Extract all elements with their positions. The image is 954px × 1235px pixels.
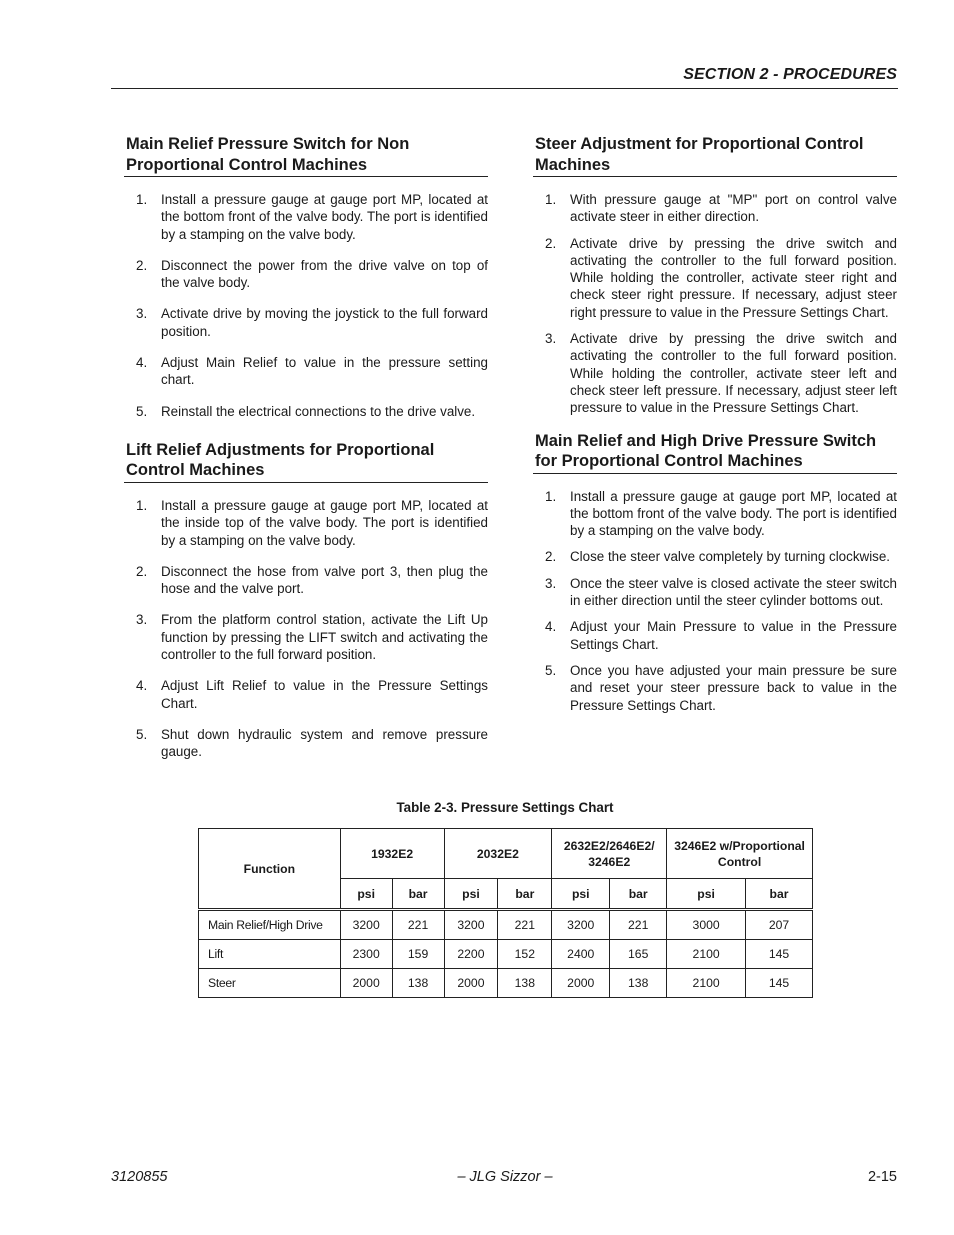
- value-cell: 2300: [340, 940, 392, 969]
- value-cell: 2200: [444, 940, 498, 969]
- heading-line: Machines: [535, 155, 611, 174]
- heading-line: Control Machines: [126, 461, 265, 480]
- heading-line: for Proportional Control Machines: [535, 452, 803, 471]
- table-caption: Table 2-3. Pressure Settings Chart: [396, 800, 614, 815]
- unit-header: psi: [667, 879, 746, 909]
- unit-header: bar: [610, 879, 667, 909]
- header-rule: [111, 88, 898, 89]
- table-row: [199, 911, 813, 940]
- step-item: 3. Once the steer valve is closed activate the steer switch in either direction until the steer cylinder bottoms out.: [545, 575, 897, 609]
- table-row: [199, 940, 813, 969]
- function-cell: Main Relief/High Drive: [199, 911, 341, 940]
- step-item: 2. Close the steer valve completely by turning clockwise.: [545, 549, 891, 565]
- value-cell: 221: [392, 911, 444, 940]
- doc-number: 3120855: [111, 1169, 168, 1185]
- footer-title: – JLG Sizzor –: [457, 1169, 553, 1185]
- model-header: 2032E2: [444, 829, 552, 879]
- heading-line: Main Relief and High Drive Pressure Switch: [535, 431, 877, 450]
- model-header: 2632E2/2646E2/ 3246E2: [552, 829, 667, 879]
- step-list: [533, 191, 897, 417]
- unit-header: bar: [746, 879, 813, 909]
- heading-line: Steer Adjustment for Proportional Control: [535, 135, 864, 153]
- model-header: 1932E2: [340, 829, 444, 879]
- step-item: 3. Activate drive by pressing the drive switch and activating the controller to the full forward position. While holding the controller, activate steer left and check steer left pressure. If necessary, adjust steer left pressure to value in the Pressure Settings Chart.: [545, 331, 897, 416]
- step-list: [124, 497, 488, 761]
- value-cell: 138: [392, 969, 444, 998]
- value-cell: 2000: [340, 969, 392, 998]
- section-heading: [533, 134, 897, 177]
- function-cell: Steer: [199, 969, 341, 998]
- value-cell: 221: [498, 911, 552, 940]
- value-cell: 3000: [667, 911, 746, 940]
- step-list: [533, 488, 897, 714]
- unit-header: psi: [340, 879, 392, 909]
- step-item: 5. Reinstall the electrical connections to the drive valve.: [136, 403, 476, 419]
- section-heading: [533, 431, 897, 474]
- right-column: [533, 134, 897, 728]
- value-cell: 2400: [552, 940, 610, 969]
- step-item: 4. Adjust Lift Relief to value in the Pressure Settings Chart.: [136, 678, 488, 711]
- table-row: [199, 969, 813, 998]
- heading-line: Main Relief Pressure Switch for Non: [126, 135, 410, 153]
- section-lift-relief: [124, 440, 488, 761]
- value-cell: 2100: [667, 940, 746, 969]
- pressure-settings-table: [198, 828, 813, 998]
- model-header: 3246E2 w/Proportional Control: [667, 829, 813, 879]
- unit-header: psi: [444, 879, 498, 909]
- step-item: 2. Disconnect the power from the drive valve on top of the valve body.: [136, 257, 488, 291]
- left-column: [124, 134, 488, 775]
- step-item: 5. Shut down hydraulic system and remove pressure gauge.: [136, 726, 488, 760]
- value-cell: 138: [498, 969, 552, 998]
- value-cell: 145: [746, 940, 813, 969]
- value-cell: 165: [610, 940, 667, 969]
- value-cell: 159: [392, 940, 444, 969]
- value-cell: 3200: [444, 911, 498, 940]
- heading-line: Proportional Control Machines: [126, 155, 368, 174]
- step-item: 5. Once you have adjusted your main pressure be sure and reset your steer pressure back to value in the Pressure Settings Chart.: [545, 662, 897, 713]
- step-item: 1. Install a pressure gauge at gauge port MP, located at the inside top of the valve body. The port is identified by a stamping on the valve body.: [136, 497, 488, 548]
- step-item: 3. Activate drive by moving the joystick to the full forward position.: [136, 306, 488, 339]
- unit-header: bar: [498, 879, 552, 909]
- step-item: 3. From the platform control station, activate the Lift Up function by pressing the LIFT switch and activating the controller to the full forward position.: [136, 612, 488, 663]
- step-item: 2. Disconnect the hose from valve port 3, then plug the hose and the valve port.: [136, 563, 488, 597]
- step-item: 4. Adjust Main Relief to value in the pressure setting chart.: [136, 355, 488, 388]
- unit-header: bar: [392, 879, 444, 909]
- value-cell: 2000: [444, 969, 498, 998]
- section-heading: [124, 134, 488, 177]
- value-cell: 138: [610, 969, 667, 998]
- value-cell: 221: [610, 911, 667, 940]
- value-cell: 3200: [340, 911, 392, 940]
- value-cell: 145: [746, 969, 813, 998]
- section-steer-adjustment: [533, 134, 897, 417]
- step-item: 1. Install a pressure gauge at gauge port MP, located at the bottom front of the valve body. The port is identified by a stamping on the valve body.: [136, 192, 488, 242]
- step-list: [124, 191, 488, 420]
- section-heading: [124, 440, 488, 483]
- value-cell: 152: [498, 940, 552, 969]
- heading-line: Lift Relief Adjustments for Proportional: [126, 440, 435, 459]
- step-item: 1. With pressure gauge at "MP" port on control valve activate steer in either direction.: [545, 192, 897, 225]
- section-main-relief-non-proportional: [124, 134, 488, 420]
- value-cell: 2100: [667, 969, 746, 998]
- function-header: Function: [199, 829, 341, 909]
- section-title: SECTION 2 - PROCEDURES: [683, 66, 897, 83]
- step-item: 2. Activate drive by pressing the drive switch and activating the controller to the full forward position. While holding the controller, activate steer right and check steer right pressure. If necessary, adjust steer right pressure to value in the Pressure Settings Chart.: [545, 235, 897, 320]
- value-cell: 3200: [552, 911, 610, 940]
- step-item: 1. Install a pressure gauge at gauge port MP, located at the bottom front of the valve body. The port is identified by a stamping on the valve body.: [545, 488, 897, 539]
- step-item: 4. Adjust your Main Pressure to value in the Pressure Settings Chart.: [545, 619, 897, 652]
- section-main-relief-high-drive: [533, 431, 897, 714]
- value-cell: 2000: [552, 969, 610, 998]
- unit-header: psi: [552, 879, 610, 909]
- page-number: 2-15: [867, 1169, 897, 1185]
- value-cell: 207: [746, 911, 813, 940]
- function-cell: Lift: [199, 940, 341, 969]
